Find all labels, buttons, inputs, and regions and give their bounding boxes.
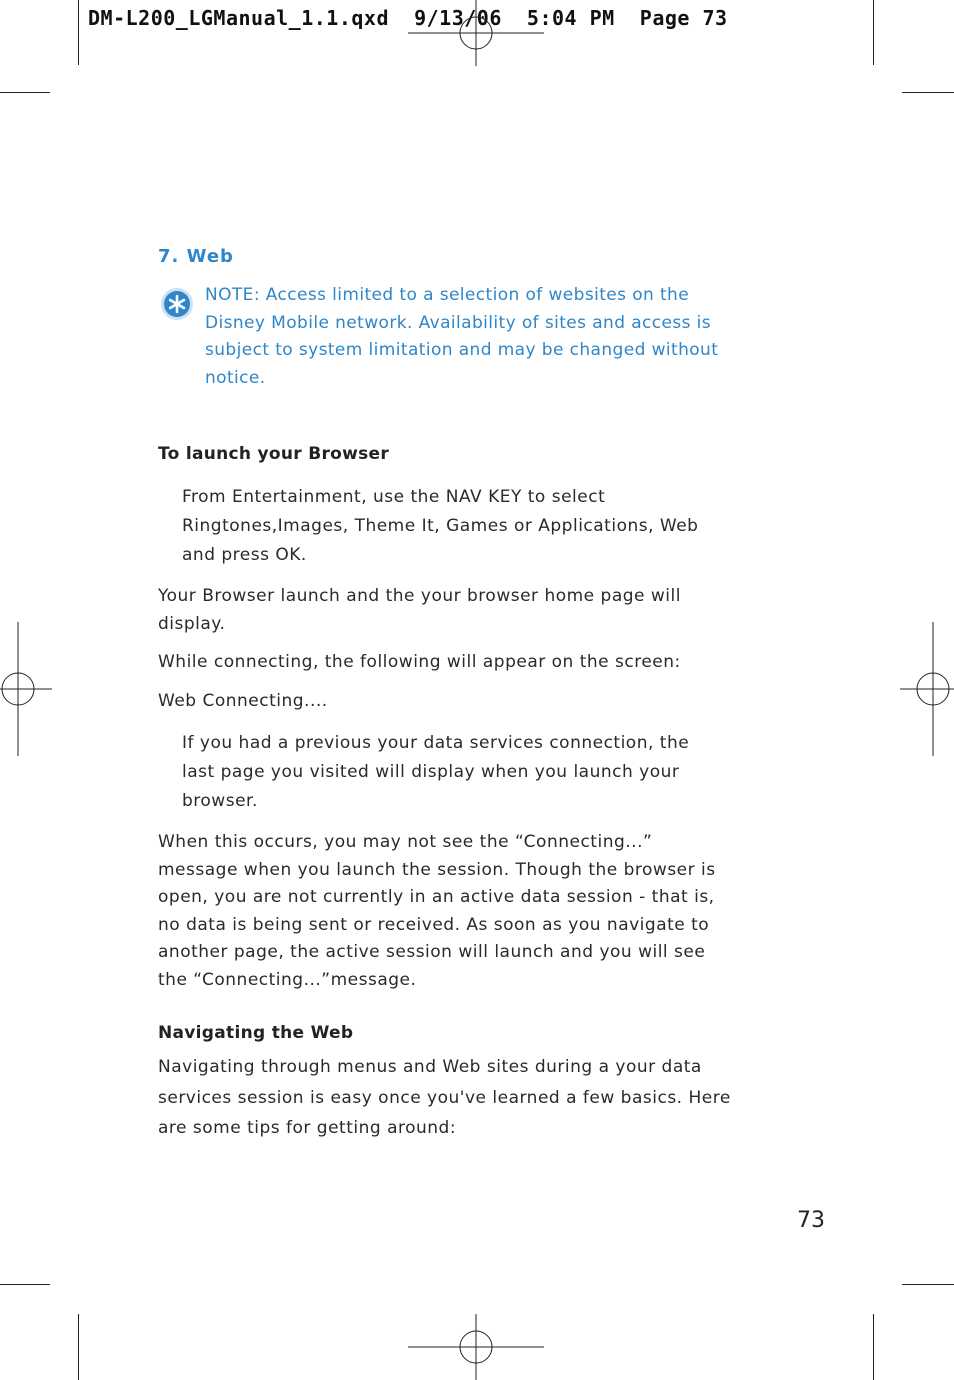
section-title: 7. Web <box>158 246 234 267</box>
launch-browser-heading: To launch your Browser <box>158 444 390 464</box>
active-session-paragraph: When this occurs, you may not see the “Connecting...” message when you launch the session. Though the browser is open, you are not currently in an active data session - that is, no data is being sent or received. As soon as you navigate to another page, the active session will launch and you will see the “Connecting...”message. <box>158 832 716 990</box>
asterisk-note-icon <box>160 287 194 321</box>
navigating-web-heading: Navigating the Web <box>158 1023 354 1043</box>
page-number: 73 <box>797 1208 825 1233</box>
print-slug: DM-L200_LGManual_1.1.qxd 9/13/06 5:04 PM Page 73 <box>88 6 728 30</box>
registration-mark-right <box>900 622 954 756</box>
registration-mark-bottom <box>408 1314 544 1380</box>
note-text: NOTE: Access limited to a selection of websites on the Disney Mobile network. Availability of sites and access is subject to system limitation and may be changed without notice. <box>205 285 719 389</box>
crop-mark-bottom-left-vertical <box>78 1314 79 1380</box>
crop-mark-bottom-right-horizontal <box>902 1284 954 1285</box>
crop-mark-top-right-horizontal <box>902 92 954 93</box>
crop-mark-bottom-right-vertical <box>873 1314 874 1380</box>
registration-mark-top <box>408 0 544 66</box>
connecting-paragraph: While connecting, the following will appear on the screen: <box>158 652 681 672</box>
crop-mark-top-right-vertical <box>873 0 874 65</box>
crop-mark-top-left-vertical <box>78 0 79 65</box>
crop-mark-top-left-horizontal <box>0 92 50 93</box>
crop-mark-bottom-left-horizontal <box>0 1284 50 1285</box>
navigating-paragraph: Navigating through menus and Web sites during a your data services session is easy once you've learned a few basics. Here are some tips for getting around: <box>158 1057 731 1138</box>
web-connecting-text: Web Connecting.... <box>158 691 328 711</box>
previous-session-paragraph: If you had a previous your data services connection, the last page you visited will display when you launch your browser. <box>182 733 690 811</box>
launch-step-text: From Entertainment, use the NAV KEY to select Ringtones,Images, Theme It, Games or Applications, Web and press OK. <box>182 487 699 565</box>
registration-mark-left <box>0 622 52 756</box>
browser-launch-paragraph: Your Browser launch and the your browser home page will display. <box>158 586 681 634</box>
